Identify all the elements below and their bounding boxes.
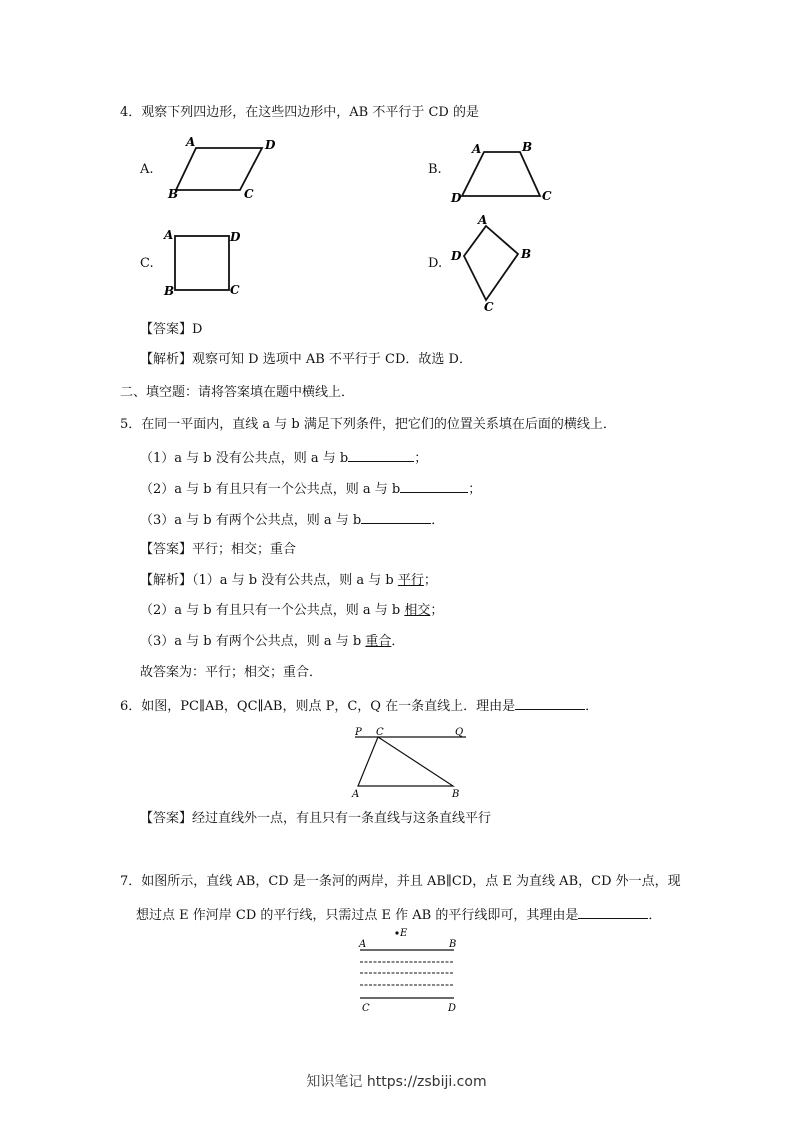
q5-a2-end: ； xyxy=(430,603,444,618)
fig-c-label-a: A xyxy=(164,228,174,242)
fig-b-label-d: D xyxy=(451,191,462,205)
fig-b-label-b: B xyxy=(522,140,533,154)
q5-condition-1 xyxy=(140,448,427,468)
q4-option-b-label: B. xyxy=(428,162,442,177)
q7-figure xyxy=(356,924,466,1014)
q5-blank-2 xyxy=(400,479,468,493)
q6-label-q: Q xyxy=(455,727,464,738)
q7-blank xyxy=(578,905,648,919)
fig-c-label-d: D xyxy=(230,230,241,244)
q5-a3-end: ． xyxy=(391,634,405,649)
q5-c2-end: ； xyxy=(468,482,482,497)
q5-a1-text: （1）a 与 b 没有公共点，则 a 与 b xyxy=(192,573,398,588)
q4-figure-a xyxy=(168,134,278,204)
fig-d-label-c: C xyxy=(484,300,494,314)
q7-line2-end: ． xyxy=(648,908,662,923)
footer-watermark: 知识笔记 https://zsbiji.com xyxy=(306,1074,487,1090)
analysis-tag: 【解析】 xyxy=(140,573,193,588)
q5-a1-end: ； xyxy=(423,573,437,588)
q6-label-a: A xyxy=(352,789,360,800)
fig-a-label-a: A xyxy=(186,135,196,149)
fig-b-label-c: C xyxy=(542,189,552,203)
q7-label-b: B xyxy=(449,939,457,950)
q6-stem-end: ． xyxy=(585,699,599,714)
fig-c-label-c: C xyxy=(230,283,240,297)
q6-figure xyxy=(350,724,475,799)
answer-tag: 【答案】 xyxy=(140,811,193,826)
q5-c2-text: （2）a 与 b 有且只有一个公共点，则 a 与 b xyxy=(140,482,401,497)
q4-stem: 4．观察下列四边形，在这些四边形中，AB 不平行于 CD 的是 xyxy=(120,105,479,120)
fig-a-label-b: B xyxy=(168,187,179,201)
q5-blank-1 xyxy=(348,448,414,462)
q6-blank xyxy=(515,696,585,710)
fig-c-label-b: B xyxy=(164,284,175,298)
q5-answer xyxy=(140,541,296,559)
analysis-text: 观察可知 D 选项中 AB 不平行于 CD．故选 D． xyxy=(192,352,472,367)
q5-c3-text: （3）a 与 b 有两个公共点，则 a 与 b xyxy=(140,513,362,528)
fig-a-label-c: C xyxy=(244,187,254,201)
q6-label-c: C xyxy=(376,727,384,738)
analysis-tag: 【解析】 xyxy=(140,352,193,367)
q5-a1-fill: 平行 xyxy=(397,573,424,588)
q5-analysis-1 xyxy=(140,572,437,590)
fig-a-label-d: D xyxy=(265,138,276,152)
q7-label-a: A xyxy=(359,939,367,950)
q5-a3-text: （3）a 与 b 有两个公共点，则 a 与 b xyxy=(140,634,366,649)
q4-option-d-label: D. xyxy=(428,256,443,271)
q7-label-e: E xyxy=(400,928,408,939)
answer-tag: 【答案】 xyxy=(140,322,193,337)
q4-analysis xyxy=(140,351,472,369)
q4-answer xyxy=(140,321,202,339)
q7-label-c: C xyxy=(362,1003,370,1014)
q5-blank-3 xyxy=(361,510,431,524)
q5-a2-text: （2）a 与 b 有且只有一个公共点，则 a 与 b xyxy=(140,603,405,618)
q5-conclusion: 故答案为：平行；相交；重合． xyxy=(140,665,323,680)
answer-text: D xyxy=(192,322,203,337)
q5-c3-end: ． xyxy=(431,513,445,528)
q6-label-b: B xyxy=(452,789,460,800)
q6-stem-text: 6．如图，PC∥AB，QC∥AB，则点 P，C，Q 在一条直线上．理由是 xyxy=(120,699,516,714)
fig-d-label-d: D xyxy=(451,249,462,263)
fig-b-label-a: A xyxy=(472,142,482,156)
q5-a3-fill: 重合 xyxy=(365,634,392,649)
q7-stem-line-1: 7．如图所示，直线 AB，CD 是一条河的两岸，并且 AB∥CD，点 E 为直线 AB，CD 外一点，现 xyxy=(120,874,681,889)
q4-option-c-label: C. xyxy=(140,256,154,271)
q5-c1-text: （1）a 与 b 没有公共点，则 a 与 b xyxy=(140,451,349,466)
q7-stem-line-2 xyxy=(136,905,661,925)
fig-d-label-b: B xyxy=(521,247,532,261)
q5-a2-fill: 相交 xyxy=(404,603,431,618)
answer-tag: 【答案】 xyxy=(140,542,193,557)
q4-option-a-label: A. xyxy=(140,162,154,177)
fig-d-label-a: A xyxy=(478,213,488,227)
answer-text: 平行；相交；重合 xyxy=(192,542,297,557)
q5-analysis-3 xyxy=(140,633,404,651)
q7-line2-text: 想过点 E 作河岸 CD 的平行线，只需过点 E 作 AB 的平行线即可，其理由是 xyxy=(136,908,579,923)
q6-stem xyxy=(120,696,598,716)
q5-c1-end: ； xyxy=(414,451,428,466)
q5-analysis-2 xyxy=(140,602,443,620)
q4-figure-c xyxy=(162,226,252,298)
q4-figure-b xyxy=(450,140,560,206)
q4-figure-d xyxy=(448,212,538,312)
q5-stem: 5．在同一平面内，直线 a 与 b 满足下列条件，把它们的位置关系填在后面的横线上． xyxy=(120,417,616,432)
q5-condition-3 xyxy=(140,510,444,530)
q6-answer xyxy=(140,810,491,828)
q6-label-p: P xyxy=(355,727,362,738)
q7-label-d: D xyxy=(448,1003,457,1014)
q5-condition-2 xyxy=(140,479,481,499)
answer-text: 经过直线外一点，有且只有一条直线与这条直线平行 xyxy=(192,811,492,826)
section-heading: 二、填空题：请将答案填在题中横线上． xyxy=(120,385,355,400)
